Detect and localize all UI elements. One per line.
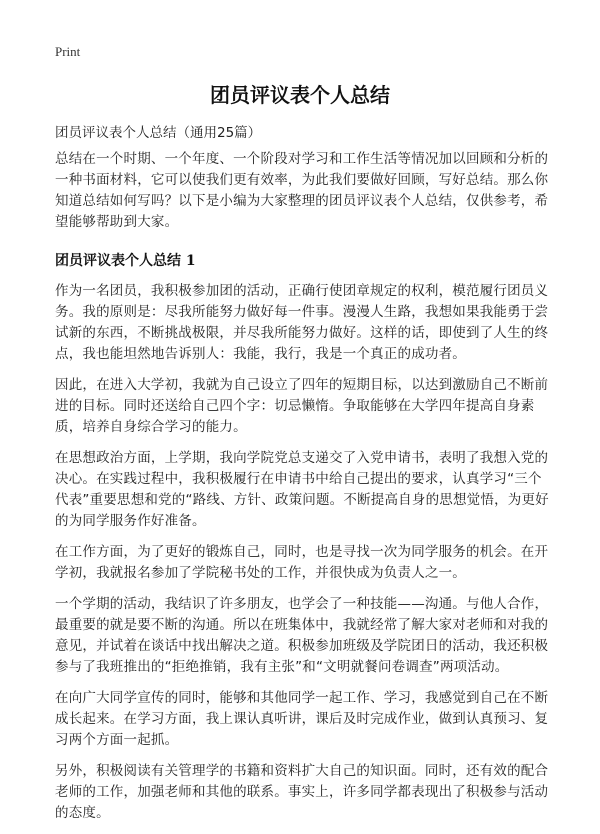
body-paragraph-6: 在向广大同学宣传的同时，能够和其他同学一起工作、学习，我感觉到自己在不断成长起来。在学习方面，我上课认真听讲，课后及时完成作业，做到认真预习、复习两个方面一起抓。 — [55, 690, 549, 748]
intro-paragraph: 总结在一个时期、一个年度、一个阶段对学习和工作生活等情况加以回顾和分析的一种书面材料，它可以使我们更有效率，为此我们要做好回顾，写好总结。那么你知道总结如何写吗？以下是小编为大家整理的团员评议表个人总结，仅供参考，希望能够帮助到大家。 — [55, 151, 549, 230]
body-paragraph-5: 一个学期的活动，我结识了许多朋友，也学会了一种技能——沟通。与他人合作，最重要的就是要不断的沟通。所以在班集体中，我就经常了解大家对老师和对我的意见，并试着在谈话中找出解决之道。积极参加班级及学院团日的活动，我还积极参与了我班推出的“拒绝推销，我有主张”和“文明就餐问卷调查”两项活动。 — [55, 596, 549, 675]
document-body — [55, 149, 555, 834]
print-link[interactable]: Print — [55, 44, 81, 59]
body-paragraph-4: 在工作方面，为了更好的锻炼自己，同时，也是寻找一次为同学服务的机会。在开学初，我就报名参加了学院秘书处的工作，并很快成为负责人之一。 — [55, 544, 549, 581]
body-paragraph-3: 在思想政治方面，上学期，我向学院党总支递交了入党申请书，表明了我想入党的决心。在实践过程中，我积极履行在申请书中给自己提出的要求，认真学习“三个代表”重要思想和党的“路线、方针、政策问题。不断提高自身的思想觉悟，为更好的为同学服务作好准备。 — [55, 450, 549, 529]
section-heading: 团员评议表个人总结 1 — [55, 253, 196, 269]
document-title: 团员评议表个人总结 — [210, 83, 390, 107]
document-subtitle: 团员评议表个人总结（通用25篇） — [55, 125, 262, 141]
body-paragraph-7: 另外，积极阅读有关管理学的书籍和资料扩大自己的知识面。同时，还有效的配合老师的工作，加强老师和其他的联系。事实上，许多同学都表现出了积极参与活动的态度。 — [55, 763, 549, 821]
body-paragraph-2: 因此，在进入大学初，我就为自己设立了四年的短期目标，以达到激励自己不断前进的目标。同时还送给自己四个字：切忌懒惰。争取能够在大学四年提高自身素质，培养自身综合学习的能力。 — [55, 377, 549, 435]
body-paragraph-1: 作为一名团员，我积极参加团的活动，正确行使团章规定的权利，模范履行团员义务。我的原则是：尽我所能努力做好每一件事。漫漫人生路，我想如果我能勇于尝试新的东西，不断挑战极限，并尽我所能努力做好。这样的话，即使到了人生的终点，我也能坦然地告诉别人：我能，我行，我是一个真正的成功者。 — [55, 283, 549, 362]
